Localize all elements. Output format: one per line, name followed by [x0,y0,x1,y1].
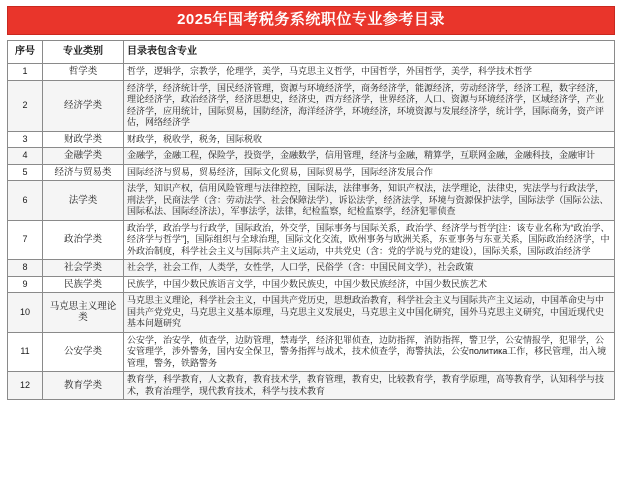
column-header-majors: 目录表包含专业 [124,41,615,64]
row-category: 公安学类 [43,332,124,372]
row-category: 社会学类 [43,260,124,277]
row-majors: 经济学，经济统计学，国民经济管理，资源与环境经济学，商务经济学，能源经济，劳动经济学，经济工程，数字经济，理论经济学，政治经济学，经济思想史，经济史，西方经济学，世界经济，人口、资源与环境经济学，区域经济学，产业经济学，应用统计，国际贸易，国防经济，海洋经济学，环境经济，环境资源与发展经济学，统计学，国际商务，资产评估，网络经济学 [124,80,615,131]
row-majors: 社会学，社会工作，人类学，女性学，人口学，民俗学（含：中国民间文学），社会政策 [124,260,615,277]
row-index: 11 [8,332,43,372]
table-row [8,220,615,260]
table-row [8,260,615,277]
row-majors: 马克思主义理论，科学社会主义，中国共产党历史，思想政治教育，科学社会主义与国际共产主义运动，中国革命史与中国共产党党史，马克思主义基本原理，马克思主义发展史，马克思主义中国化研究，国外马克思主义研究，中国近现代史基本问题研究 [124,293,615,333]
row-index: 7 [8,220,43,260]
row-majors: 政治学，政治学与行政学，国际政治，外交学，国际事务与国际关系，政治学、经济学与哲学[注：该专业名称为“政治学、经济学与哲学”]，国际组织与全球治理，国际文化交流，欧州事务与欧洲关系，东亚事务与东亚关系，国际政治经济学，中外政治制度，科学社会主义与国际共产主义运动，中共党史（含：党的学说与党的建设），国际关系，国际政治经济学 [124,220,615,260]
row-index: 3 [8,131,43,148]
table-row [8,164,615,181]
row-majors: 金融学，金融工程，保险学，投资学，金融数学，信用管理，经济与金融，精算学，互联网金融，金融科技，金融审计 [124,148,615,165]
document-title-bar [7,6,615,35]
row-majors: 国际经济与贸易，贸易经济，国际文化贸易，国际贸易学，国际经济发展合作 [124,164,615,181]
row-index: 5 [8,164,43,181]
table-row [8,181,615,221]
column-header-category: 专业类别 [43,41,124,64]
table-body [8,64,615,400]
major-catalog-table [7,40,615,400]
row-index: 4 [8,148,43,165]
column-header-index: 序号 [8,41,43,64]
row-index: 1 [8,64,43,81]
table-row [8,293,615,333]
row-category: 经济与贸易类 [43,164,124,181]
row-index: 9 [8,276,43,293]
row-majors: 法学，知识产权，信用风险管理与法律控控，国际法，法律事务，知识产权法，法学理论，法律史，宪法学与行政法学，刑法学，民商法学（含：劳动法学、社会保障法学），诉讼法学，经济法学，环境与资源保护法学，国际法学（国际公法、国际私法、国际经济法），军事法学，法律，纪检监察，纪检监察学，经济犯罪侦查 [124,181,615,221]
table-row [8,148,615,165]
table-header [8,41,615,64]
page-bottom-fade [0,490,622,500]
table-row [8,276,615,293]
row-index: 8 [8,260,43,277]
table-row [8,80,615,131]
row-category: 政治学类 [43,220,124,260]
row-index: 6 [8,181,43,221]
page-title: 2025年国考税务系统职位专业参考目录 [177,11,445,28]
row-majors: 民族学，中国少数民族语言文学，中国少数民族史，中国少数民族经济，中国少数民族艺术 [124,276,615,293]
row-category: 金融学类 [43,148,124,165]
table-row [8,332,615,372]
row-index: 10 [8,293,43,333]
row-majors: 教育学，科学教育，人文教育，教育技术学，教育管理，教育史，比较教育学，教育学原理，高等教育学，认知科学与技术，教育治理学，现代教育技术，科学与技术教育 [124,372,615,400]
row-category: 财政学类 [43,131,124,148]
table-header-row [8,41,615,64]
row-category: 教育学类 [43,372,124,400]
row-index: 2 [8,80,43,131]
row-category: 哲学类 [43,64,124,81]
table-row [8,131,615,148]
row-majors: 财政学，税收学，税务，国际税收 [124,131,615,148]
row-category: 法学类 [43,181,124,221]
row-category: 马克思主义理论类 [43,293,124,333]
row-index: 12 [8,372,43,400]
table-row [8,64,615,81]
row-category: 民族学类 [43,276,124,293]
row-category: 经济学类 [43,80,124,131]
row-majors: 哲学，逻辑学，宗教学，伦理学，美学，马克思主义哲学，中国哲学，外国哲学，美学，科学技术哲学 [124,64,615,81]
table-row [8,372,615,400]
row-majors: 公安学，治安学，侦查学，边防管理，禁毒学，经济犯罪侦查，边防指挥，消防指挥，警卫学，公安情报学，犯罪学，公安管理学，涉外警务，国内安全保卫，警务指挥与战术，技术侦查学，海警执法，公安политика工作，移民管理，出入境管理，警务，铁路警务 [124,332,615,372]
